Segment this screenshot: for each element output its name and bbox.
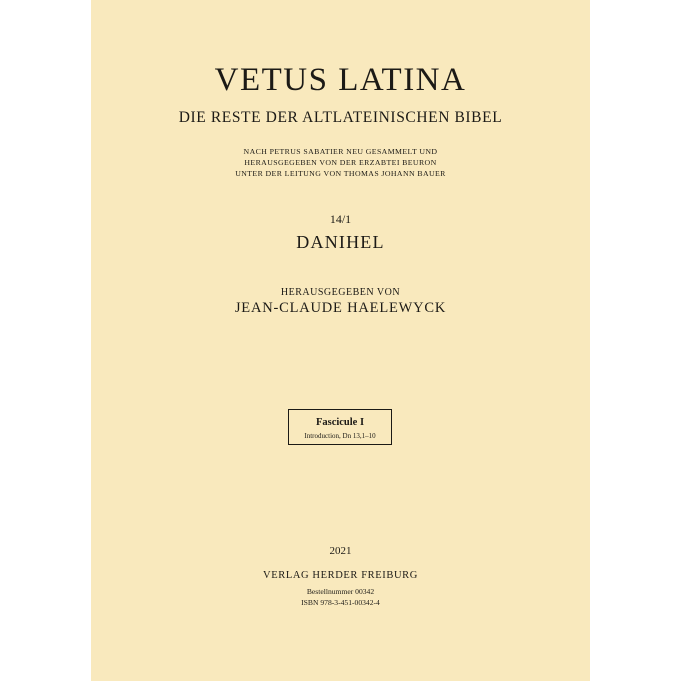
book-cover xyxy=(91,0,590,681)
fascicule-subtitle: Introduction, Dn 13,1–10 xyxy=(304,432,376,440)
credits-line-1: NACH PETRUS SABATIER NEU GESAMMELT UND xyxy=(243,147,438,156)
order-number: Bestellnummer 00342 xyxy=(306,587,375,596)
credits-line-2: HERAUSGEGEBEN VON DER ERZABTEI BEURON xyxy=(244,158,437,167)
book-title: DANIHEL xyxy=(296,232,385,252)
fascicule-box xyxy=(288,409,392,445)
publication-year: 2021 xyxy=(329,545,352,557)
editor-name: JEAN-CLAUDE HAELEWYCK xyxy=(234,300,447,316)
series-title: VETUS LATINA xyxy=(214,62,467,98)
isbn: ISBN 978-3-451-00342-4 xyxy=(301,598,380,607)
fascicule-title: Fascicule I xyxy=(315,417,365,428)
series-subtitle: DIE RESTE DER ALTLATEINISCHEN BIBEL xyxy=(178,109,503,126)
publisher: VERLAG HERDER FREIBURG xyxy=(263,570,418,581)
volume-number: 14/1 xyxy=(329,212,352,226)
edited-by-label: HERAUSGEGEBEN VON xyxy=(280,287,401,298)
credits-line-3: UNTER DER LEITUNG VON THOMAS JOHANN BAUER xyxy=(235,169,446,178)
